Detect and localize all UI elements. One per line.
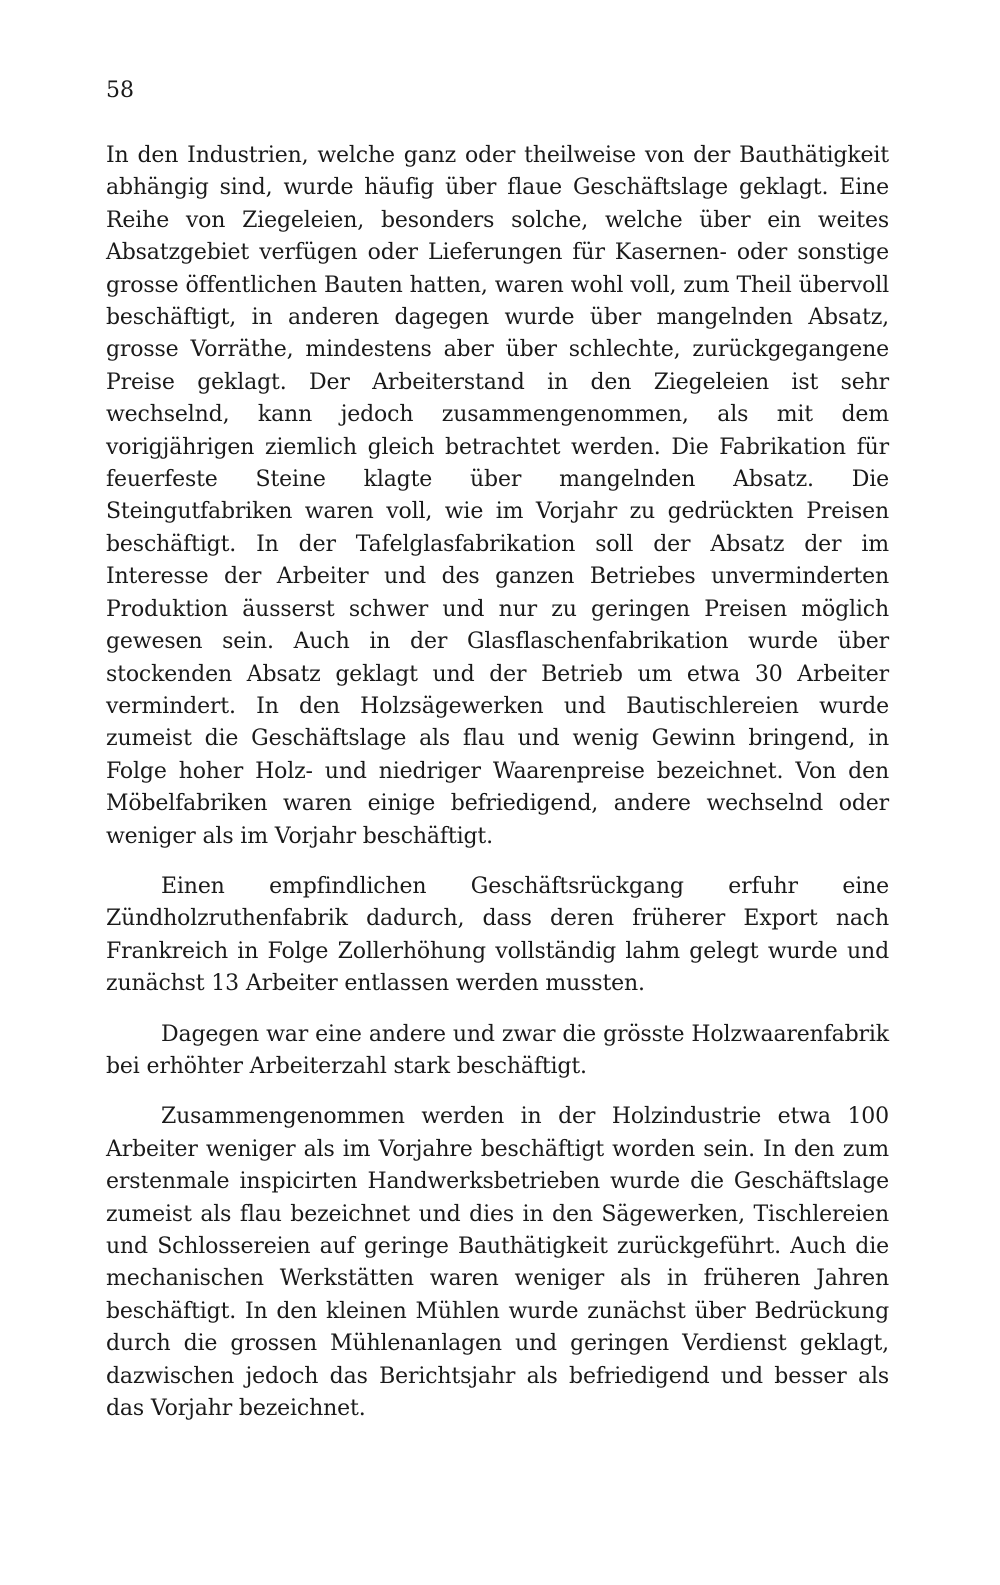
paragraph-2: Einen empfindlichen Geschäftsrückgang erfuhr eine Zündholzruthenfabrik dadurch, dass deren früherer Export nach Frankreich in Folge Zollerhöhung vollständig lahm gelegt wurde und zunächst 13 Arbeiter entlassen werden mussten. (106, 873, 889, 997)
paragraph-1: In den Industrien, welche ganz oder theilweise von der Bauthätigkeit abhängig sind, wurde häufig über flaue Geschäftslage geklagt. Eine Reihe von Ziegeleien, besonders solche, welche über ein weites Absatzgebiet verfügen oder Lieferungen für Kasernen- oder sonstige grosse öffentlichen Bauten hatten, waren wohl voll, zum Theil übervoll beschäftigt, in anderen dagegen wurde über mangelnden Absatz, grosse Vorräthe, mindestens aber über schlechte, zurückgegangene Preise geklagt. Der Arbeiterstand in den Ziegeleien ist sehr wechselnd, kann jedoch zusammengenommen, als mit dem vorigjährigen ziemlich gleich betrachtet werden. Die Fabrikation für feuerfeste Steine klagte über mangelnden Absatz. Die Steingutfabriken waren voll, wie im Vorjahr zu gedrückten Preisen beschäftigt. In der Tafelglasfabrikation soll der Absatz der im Interesse der Arbeiter und des ganzen Betriebes unverminderten Produktion äusserst schwer und nur zu geringen Preisen möglich gewesen sein. Auch in der Glasflaschenfabrikation wurde über stockenden Absatz geklagt und der Betrieb um etwa 30 Arbeiter vermindert. In den Holzsägewerken und Bautischlereien wurde zumeist die Geschäftslage als flau und wenig Gewinn bringend, in Folge hoher Holz- und niedriger Waarenpreise bezeichnet. Von den Möbelfabriken waren einige befriedigend, andere wechselnd oder weniger als im Vorjahr beschäftigt. (106, 143, 889, 849)
page-number: 58 (106, 78, 134, 103)
body-text (106, 140, 889, 1425)
paragraph-3: Dagegen war eine andere und zwar die grösste Holzwaarenfabrik bei erhöhter Arbeiterzahl stark beschäftigt. (106, 1021, 889, 1079)
paragraph-4: Zusammengenommen werden in der Holzindustrie etwa 100 Arbeiter weniger als im Vorjahre beschäftigt worden sein. In den zum erstenmale inspicirten Handwerksbetrieben wurde die Geschäftslage zumeist als flau bezeichnet und dies in den Sägewerken, Tischlereien und Schlossereien auf geringe Bauthätigkeit zurückgeführt. Auch die mechanischen Werkstätten waren weniger als in früheren Jahren beschäftigt. In den kleinen Mühlen wurde zunächst über Bedrückung durch die grossen Mühlenanlagen und geringen Verdienst geklagt, dazwischen jedoch das Berichtsjahr als befriedigend und besser als das Vorjahr bezeichnet. (106, 1104, 889, 1422)
